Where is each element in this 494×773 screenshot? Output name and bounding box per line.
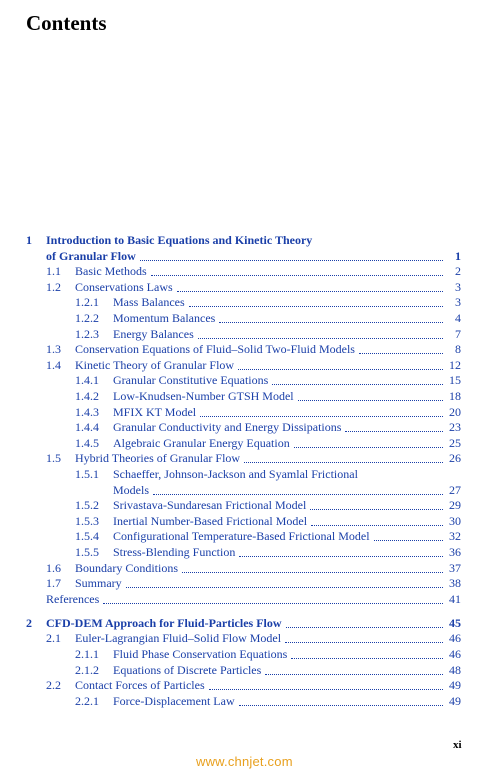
toc-entry-title: Summary xyxy=(75,576,122,591)
toc-entry-title: Conservations Laws xyxy=(75,279,173,294)
toc-entry[interactable] xyxy=(75,311,461,326)
toc-entry-page: 29 xyxy=(449,498,461,513)
toc-entry-title: Boundary Conditions xyxy=(75,560,179,575)
toc-entry[interactable] xyxy=(46,451,461,466)
toc-entry-number: 1.1 xyxy=(46,264,61,279)
toc-entry-title: of Granular Flow xyxy=(46,248,136,263)
toc-entry-title: Equations of Discrete Particles xyxy=(113,662,262,677)
toc-entry-number: 1.2.1 xyxy=(75,295,99,310)
toc-dot-leader xyxy=(238,359,443,370)
toc-entry[interactable] xyxy=(46,576,461,591)
toc-entry-number: 2.1 xyxy=(46,631,61,646)
toc-entry-title: Conservation Equations of Fluid–Solid Two-Fluid Models xyxy=(75,342,355,357)
toc-entry-page: 27 xyxy=(449,482,461,497)
toc-entry-number: 2.1.1 xyxy=(75,647,99,661)
toc-entry-page: 45 xyxy=(449,615,461,630)
toc-entry-number: 1 xyxy=(26,233,32,247)
toc-entry-title: Hybrid Theories of Granular Flow xyxy=(75,451,241,466)
toc-entry[interactable] xyxy=(26,233,461,248)
toc-entry-number: 2.2 xyxy=(46,678,61,693)
toc-entry-title: Schaeffer, Johnson-Jackson and Syamlal Frictional xyxy=(113,467,358,481)
toc-entry-page: 3 xyxy=(455,279,461,294)
toc-entry-page: 41 xyxy=(449,591,461,606)
toc-entry-number: 1.4.1 xyxy=(75,373,99,388)
toc-entry-title: Granular Constitutive Equations xyxy=(113,373,269,388)
toc-entry-title: References xyxy=(46,591,100,606)
toc-entry-title: Inertial Number-Based Frictional Model xyxy=(113,513,308,528)
toc-dot-leader xyxy=(239,695,443,706)
toc-dot-leader xyxy=(209,679,443,690)
toc-entry[interactable] xyxy=(75,545,461,560)
page-number: xi xyxy=(453,739,462,751)
toc-entry[interactable] xyxy=(75,514,461,529)
toc-entry[interactable] xyxy=(46,264,461,279)
toc-entry-page: 37 xyxy=(449,560,461,575)
toc-entry[interactable] xyxy=(75,436,461,451)
toc-dot-leader xyxy=(265,664,443,675)
toc-entry-page: 1 xyxy=(455,248,461,263)
toc-entry-page: 49 xyxy=(449,693,461,708)
toc-dot-leader xyxy=(189,296,443,307)
toc-entry[interactable] xyxy=(75,420,461,435)
toc-entry[interactable] xyxy=(46,249,461,264)
toc-entry-page: 18 xyxy=(449,389,461,403)
toc-entry-number: 1.5 xyxy=(46,451,61,466)
toc-entry[interactable] xyxy=(75,529,461,544)
toc-entry-number: 1.5.5 xyxy=(75,545,99,559)
toc-dot-leader xyxy=(374,530,443,541)
toc-dot-leader xyxy=(151,265,443,276)
toc-dot-leader xyxy=(219,312,443,323)
toc-entry-page: 7 xyxy=(455,326,461,341)
toc-entry[interactable] xyxy=(75,295,461,310)
toc-entry-number: 2.2.1 xyxy=(75,693,99,708)
toc-entry-page: 3 xyxy=(455,295,461,310)
toc-dot-leader xyxy=(298,390,443,401)
toc-entry-title: Configurational Temperature-Based Frictional Model xyxy=(113,529,370,544)
toc-entry-page: 26 xyxy=(449,451,461,466)
toc-entry[interactable] xyxy=(75,663,461,678)
toc-entry-title: Force-Displacement Law xyxy=(113,693,235,708)
toc-entry-number: 1.5.4 xyxy=(75,529,99,544)
toc-entry-title: Energy Balances xyxy=(113,326,194,341)
toc-dot-leader xyxy=(345,421,443,432)
toc-entry[interactable] xyxy=(46,280,461,295)
toc-entry-number: 1.5.2 xyxy=(75,498,99,513)
toc-entry-page: 38 xyxy=(449,576,461,591)
toc-entry[interactable] xyxy=(46,631,461,646)
toc-entry-page: 36 xyxy=(449,545,461,559)
toc-entry-page: 12 xyxy=(449,357,461,372)
toc-entry-page: 48 xyxy=(449,662,461,677)
toc-dot-leader xyxy=(294,437,443,448)
toc-entry-page: 23 xyxy=(449,420,461,435)
toc-entry-number: 1.4 xyxy=(46,357,61,372)
toc-entry-title: Momentum Balances xyxy=(113,311,216,325)
toc-dot-leader xyxy=(103,593,443,604)
toc-dot-leader xyxy=(126,577,443,588)
toc-entry-title: Low-Knudsen-Number GTSH Model xyxy=(113,389,294,403)
toc-entry-number: 1.2.3 xyxy=(75,326,99,341)
toc-dot-leader xyxy=(182,562,443,573)
toc-entry-page: 8 xyxy=(455,342,461,357)
toc-entry-number: 2 xyxy=(26,615,32,630)
toc-entry-title: Srivastava-Sundaresan Frictional Model xyxy=(113,498,307,513)
toc-entry-title: Fluid Phase Conservation Equations xyxy=(113,647,288,661)
toc-entry-page: 15 xyxy=(449,373,461,388)
toc-entry-title: Stress-Blending Function xyxy=(113,545,236,559)
toc-dot-leader xyxy=(310,499,443,510)
toc-dot-leader xyxy=(200,406,443,417)
toc-entry-page: 25 xyxy=(449,435,461,450)
toc-entry-number: 1.6 xyxy=(46,560,61,575)
toc-entry-title: MFIX KT Model xyxy=(113,404,197,419)
toc-entry-title: Models xyxy=(113,482,149,497)
toc-entry-number: 1.2 xyxy=(46,279,61,294)
toc-dot-leader xyxy=(177,281,443,292)
toc-entry-page: 2 xyxy=(455,264,461,279)
toc-entry-number: 1.4.5 xyxy=(75,435,99,450)
toc-entry[interactable] xyxy=(75,389,461,404)
toc-entry-title: Contact Forces of Particles xyxy=(75,678,205,693)
toc-dot-leader xyxy=(311,515,443,526)
toc-entry[interactable] xyxy=(46,678,461,693)
toc-entry-number: 1.5.3 xyxy=(75,513,99,528)
toc-entry-number: 1.4.4 xyxy=(75,420,99,435)
toc-entry[interactable] xyxy=(75,467,461,482)
toc-entry-page: 20 xyxy=(449,404,461,419)
toc-entry-title: CFD-DEM Approach for Fluid-Particles Flow xyxy=(46,615,282,630)
toc-entry-number: 1.2.2 xyxy=(75,311,99,325)
toc-dot-leader xyxy=(198,328,443,339)
toc-entry-number: 2.1.2 xyxy=(75,662,99,677)
toc-entry-title: Basic Methods xyxy=(75,264,147,279)
toc-entry[interactable] xyxy=(46,358,461,373)
toc-entry-title: Granular Conductivity and Energy Dissipations xyxy=(113,420,342,435)
toc-entry-title: Algebraic Granular Energy Equation xyxy=(113,435,290,450)
toc-entry-number: 1.3 xyxy=(46,342,61,357)
toc-entry-page: 46 xyxy=(449,631,461,646)
toc-entry[interactable] xyxy=(46,592,461,607)
toc-entry-number: 1.4.3 xyxy=(75,404,99,419)
toc-entry[interactable] xyxy=(113,483,461,498)
page-title: Contents xyxy=(26,11,107,35)
toc-dot-leader xyxy=(239,546,443,557)
toc-entry-number: 1.4.2 xyxy=(75,389,99,403)
toc-entry[interactable] xyxy=(46,342,461,357)
toc-dot-leader xyxy=(359,343,443,354)
toc-entry-number: 1.5.1 xyxy=(75,467,99,481)
toc-entry-page: 32 xyxy=(449,529,461,544)
toc-entry[interactable] xyxy=(46,561,461,576)
toc-dot-leader xyxy=(140,250,443,261)
toc-entry-title: Mass Balances xyxy=(113,295,185,310)
toc-entry-title: Introduction to Basic Equations and Kinetic Theory xyxy=(46,233,313,247)
toc-dot-leader xyxy=(244,452,443,463)
toc-entry[interactable] xyxy=(75,373,461,388)
toc-entry[interactable] xyxy=(26,616,461,631)
toc-dot-leader xyxy=(153,484,443,495)
toc-dot-leader xyxy=(286,617,443,628)
toc-dot-leader xyxy=(291,648,443,659)
toc-entry[interactable] xyxy=(75,405,461,420)
toc-entry[interactable] xyxy=(75,694,461,709)
toc-dot-leader xyxy=(285,632,443,643)
toc-entry-title: Euler-Lagrangian Fluid–Solid Flow Model xyxy=(75,631,282,646)
toc-entry[interactable] xyxy=(75,327,461,342)
watermark: www.chnjet.com xyxy=(196,754,293,769)
toc-dot-leader xyxy=(272,374,443,385)
toc-entry-number: 1.7 xyxy=(46,576,61,591)
toc-entry-page: 49 xyxy=(449,678,461,693)
toc-entry[interactable] xyxy=(75,647,461,662)
toc-entry-page: 30 xyxy=(449,513,461,528)
toc-entry-page: 4 xyxy=(455,311,461,325)
toc-entry-title: Kinetic Theory of Granular Flow xyxy=(75,357,235,372)
toc-entry[interactable] xyxy=(75,498,461,513)
toc-entry-page: 46 xyxy=(449,647,461,661)
